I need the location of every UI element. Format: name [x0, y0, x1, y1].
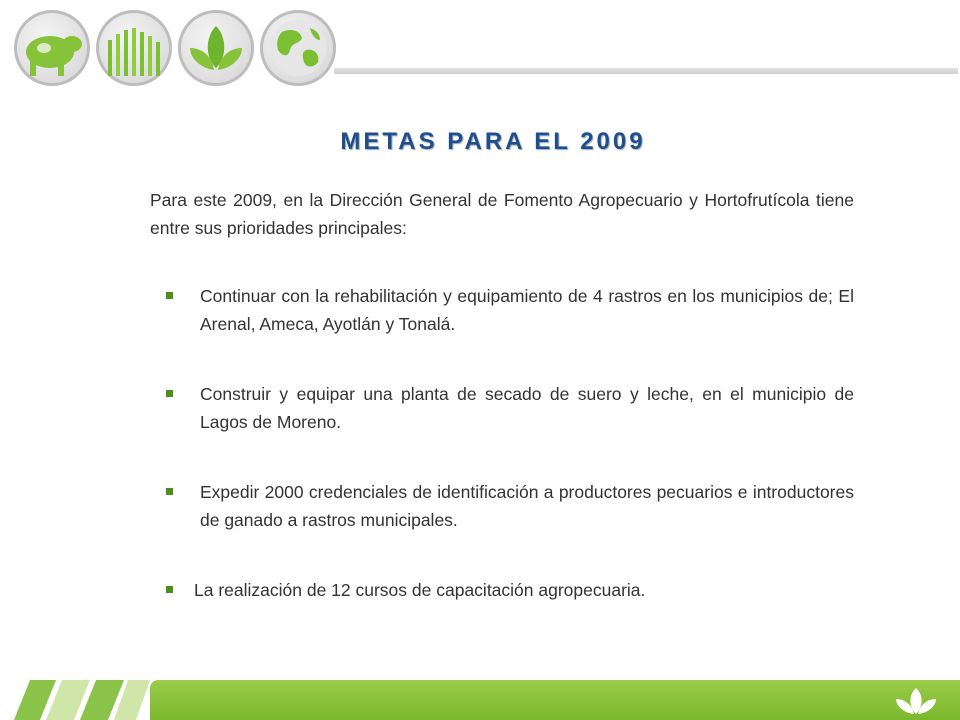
cow-icon	[14, 10, 90, 86]
intro-paragraph: Para este 2009, en la Dirección General de Fomento Agropecuario y Hortofrutícola tiene entre sus prioridades principales:	[150, 190, 854, 238]
footer-bar	[150, 680, 960, 720]
bullet-square-icon	[166, 390, 173, 397]
list-item	[160, 282, 854, 338]
list-item-text: Expedir 2000 credenciales de identificación a productores pecuarios e introductores de ganado a rastros municipales.	[200, 482, 854, 530]
footer-logo-icon	[0, 676, 170, 720]
footer-leaves-icon	[892, 686, 940, 716]
bullet-square-icon	[166, 586, 173, 593]
page-title: METAS PARA EL 2009	[340, 128, 646, 155]
header-icons	[14, 10, 334, 90]
list-item	[160, 380, 854, 436]
list-item	[160, 478, 854, 534]
bullet-square-icon	[166, 292, 173, 299]
leaves-icon	[178, 10, 254, 86]
list-item-text: Continuar con la rehabilitación y equipamiento de 4 rastros en los municipios de; El Arenal, Ameca, Ayotlán y Tonalá.	[200, 286, 854, 334]
globe-icon	[260, 10, 336, 86]
list-item-text: Construir y equipar una planta de secado de suero y leche, en el municipio de Lagos de Moreno.	[200, 384, 854, 432]
header-divider	[334, 68, 958, 74]
crop-field-icon	[96, 10, 172, 86]
list-item-text: La realización de 12 cursos de capacitación agropecuaria.	[194, 580, 646, 600]
list-item	[160, 576, 854, 604]
bullet-square-icon	[166, 488, 173, 495]
